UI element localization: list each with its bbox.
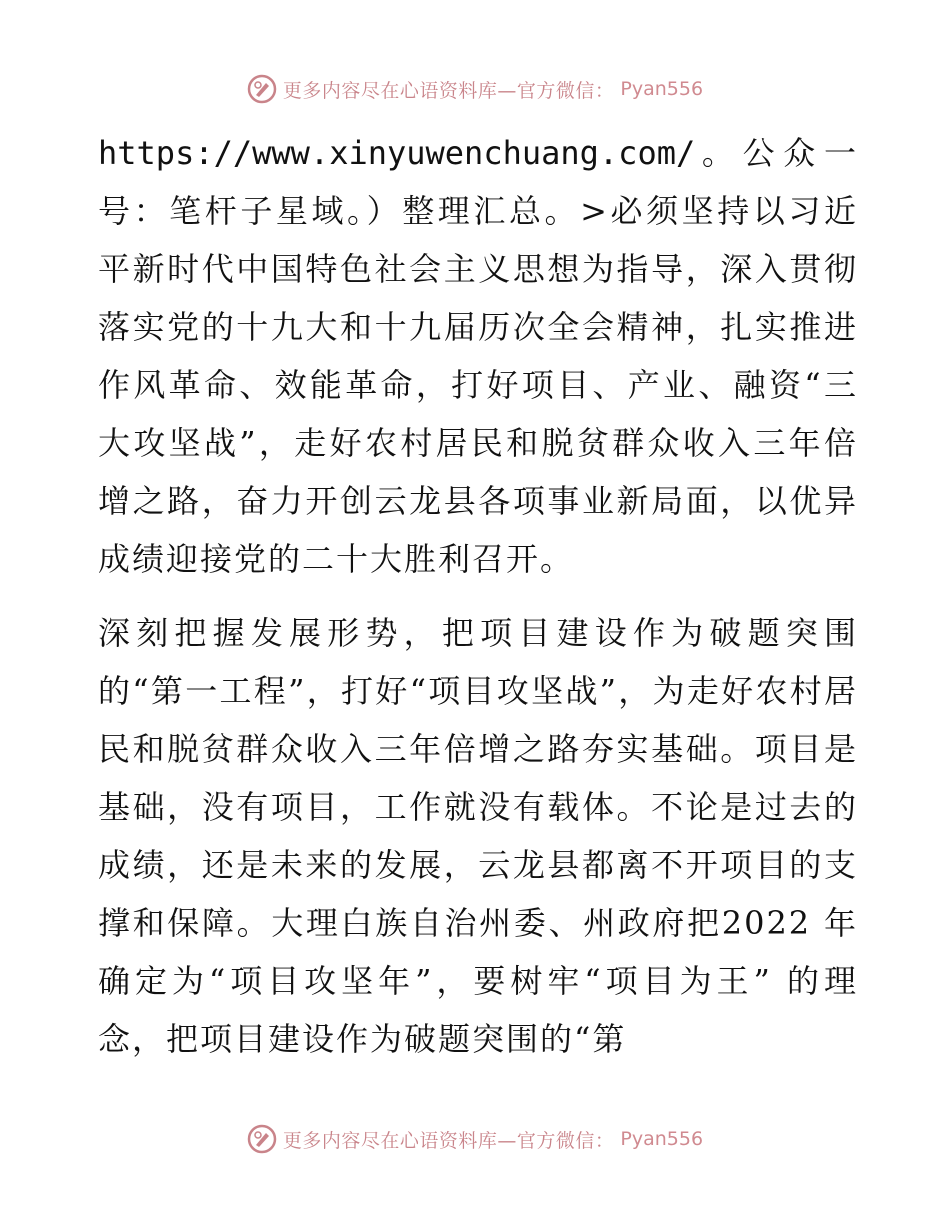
banner-wechat-id: Pyan556 bbox=[620, 1128, 704, 1150]
banner-text: 更多内容尽在心语资料库—官方微信： bbox=[282, 1129, 615, 1152]
source-url: https://www.xinyuwenchuang.com/ bbox=[98, 134, 696, 172]
document-body bbox=[98, 124, 858, 1068]
top-banner bbox=[0, 74, 950, 104]
banner-wechat-id: Pyan556 bbox=[620, 78, 704, 100]
pen-logo-icon bbox=[247, 74, 277, 104]
pen-logo-icon bbox=[247, 1124, 277, 1154]
banner-text: 更多内容尽在心语资料库—官方微信： bbox=[282, 79, 615, 102]
bottom-banner bbox=[0, 1124, 950, 1154]
paragraph-2: 深刻把握发展形势，把项目建设作为破题突围的“第一工程”，打好“项目攻坚战”，为走好农村居民和脱贫群众收入三年倍增之路夯实基础。项目是基础，没有项目，工作就没有载体。不论是过去的成绩，还是未来的发展，云龙县都离不开项目的支撑和保障。大理白族自治州委、州政府把2022 年确定为“项目攻坚年”，要树牢“项目为王” 的理念，把项目建设作为破题突围的“第 bbox=[98, 614, 858, 1058]
paragraph-1-text: 。公众一号：笔杆子星域。）整理汇总。>必须坚持以习近平新时代中国特色社会主义思想为指导，深入贯彻落实党的十九大和十九届历次全会精神，扎实推进作风革命、效能革命，打好项目、产业、融资“三大攻坚战”，走好农村居民和脱贫群众收入三年倍增之路，奋力开创云龙县各项事业新局面，以优异成绩迎接党的二十大胜利召开。 bbox=[98, 134, 858, 578]
paragraph-1 bbox=[98, 124, 858, 588]
